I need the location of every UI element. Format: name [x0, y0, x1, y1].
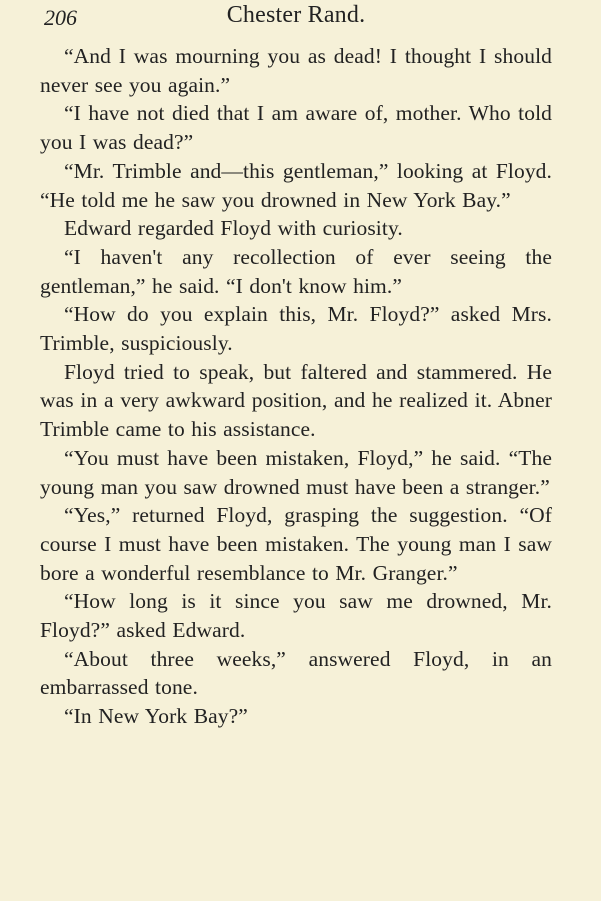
body-text: [40, 42, 552, 731]
book-title: Chester Rand.: [226, 2, 366, 28]
paragraph: “In New York Bay?”: [64, 704, 248, 729]
paragraph: “About three weeks,” answered Floyd, in an embarrassed tone.: [40, 646, 552, 700]
paragraph: “Mr. Trimble and—this gentleman,” looking at Floyd. “He told me he saw you drowned in New York Bay.”: [40, 158, 552, 212]
book-page: [40, 0, 552, 731]
paragraph: “How long is it since you saw me drowned, Mr. Floyd?” asked Edward.: [40, 589, 552, 643]
paragraph: “I have not died that I am aware of, mother. Who told you I was dead?”: [40, 101, 552, 155]
paragraph: “Yes,” returned Floyd, grasping the suggestion. “Of course I must have been mistaken. The young man I saw bore a wonderful resemblance to Mr. Granger.”: [40, 503, 552, 585]
running-head: [40, 0, 552, 40]
paragraph: “I haven't any recollection of ever seeing the gentleman,” he said. “I don't know him.”: [40, 244, 552, 298]
paragraph: “And I was mourning you as dead! I thought I should never see you again.”: [40, 44, 552, 97]
paragraph: “You must have been mistaken, Floyd,” he said. “The young man you saw drowned must have been a stranger.”: [40, 445, 552, 499]
paragraph: “How do you explain this, Mr. Floyd?” asked Mrs. Trimble, suspiciously.: [40, 302, 552, 356]
page-number: 206: [44, 5, 77, 30]
paragraph: Floyd tried to speak, but faltered and stammered. He was in a very awkward position, and he realized it. Abner Trimble came to his assistance.: [40, 359, 552, 442]
paragraph: Edward regarded Floyd with curiosity.: [64, 216, 403, 241]
